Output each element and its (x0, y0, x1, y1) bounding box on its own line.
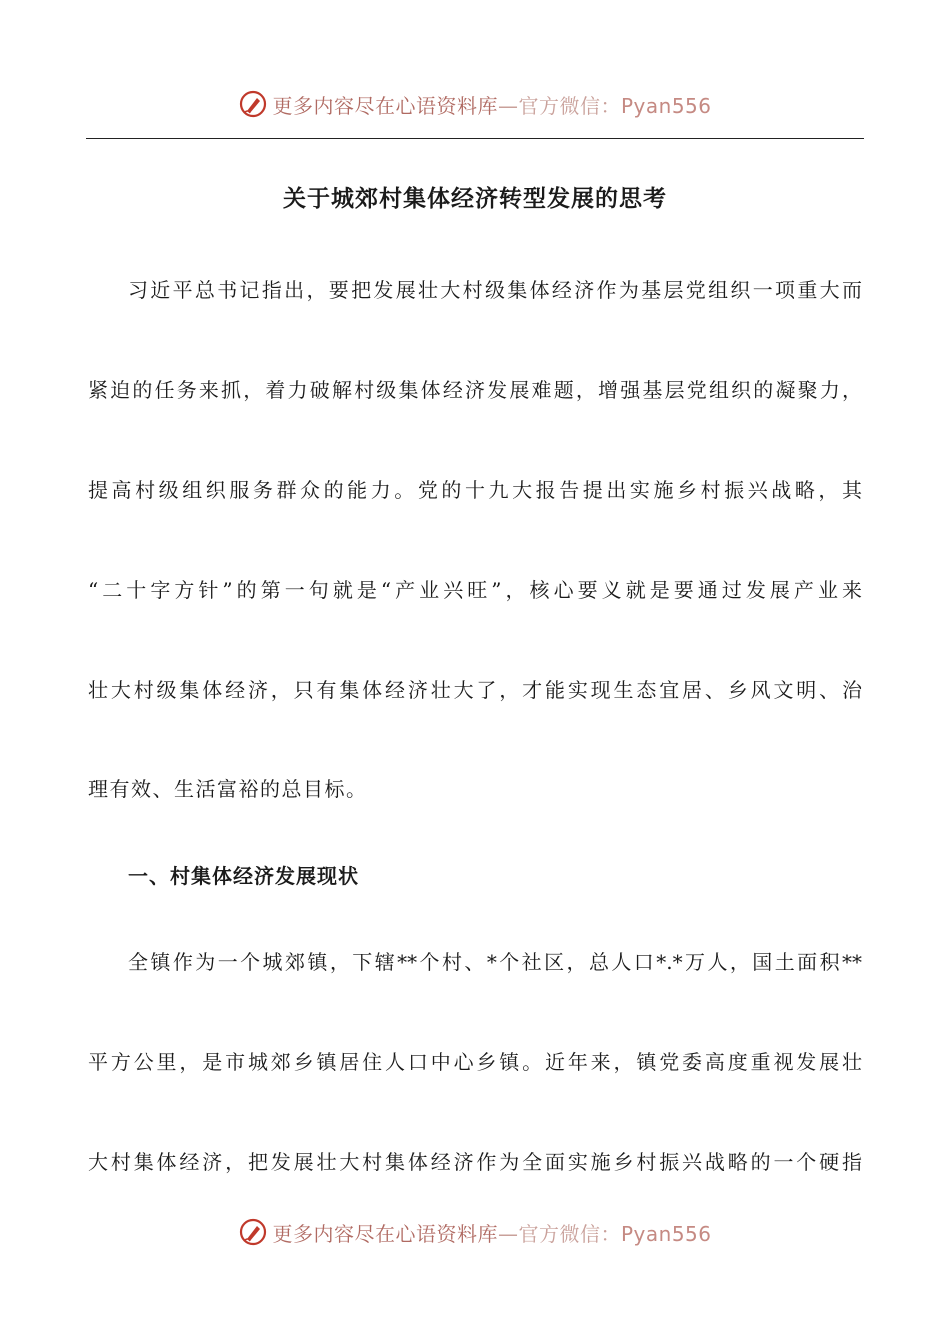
paragraph-line: 平方公里，是市城郊乡镇居住人口中心乡镇。近年来，镇党委高度重视发展壮 (88, 1050, 862, 1074)
section-heading: 一、村集体经济发展现状 (128, 864, 359, 888)
paragraph-line: 紧迫的任务来抓，着力破解村级集体经济发展难题，增强基层党组织的凝聚力， (88, 378, 862, 402)
paragraph-line: 大村集体经济，把发展壮大村集体经济作为全面实施乡村振兴战略的一个硬指 (88, 1150, 862, 1174)
watermark-wechat-label: 官方微信： (518, 1221, 621, 1246)
header-divider (86, 138, 864, 139)
header-watermark (0, 84, 950, 124)
footer-watermark (0, 1212, 950, 1252)
paragraph-line: 提高村级组织服务群众的能力。党的十九大报告提出实施乡村振兴战略，其 (88, 478, 862, 502)
paragraph-line: 理有效、生活富裕的总目标。 (88, 777, 368, 801)
watermark-dash: — (497, 93, 519, 118)
watermark-wechat-id: Pyan556 (620, 1221, 712, 1246)
watermark-brand: 更多内容尽在心语资料库 (272, 93, 498, 118)
watermark-wechat-id: Pyan556 (620, 93, 712, 118)
watermark-text (272, 90, 711, 119)
watermark-brand: 更多内容尽在心语资料库 (272, 1221, 498, 1246)
paragraph-line: 习近平总书记指出，要把发展壮大村级集体经济作为基层党组织一项重大而 (128, 278, 862, 302)
paragraph-line: “二十字方针”的第一句就是“产业兴旺”，核心要义就是要通过发展产业来 (88, 578, 862, 602)
pen-nib-logo-icon (238, 1217, 268, 1247)
paragraph-line: 壮大村级集体经济，只有集体经济壮大了，才能实现生态宜居、乡风文明、治 (88, 678, 862, 702)
paragraph-line: 全镇作为一个城郊镇，下辖**个村、*个社区，总人口*.*万人，国土面积** (128, 950, 862, 974)
watermark-wechat-label: 官方微信： (518, 93, 621, 118)
document-title: 关于城郊村集体经济转型发展的思考 (283, 185, 667, 212)
watermark-dash: — (497, 1221, 519, 1246)
watermark-text (272, 1218, 711, 1247)
pen-nib-logo-icon (238, 89, 268, 119)
